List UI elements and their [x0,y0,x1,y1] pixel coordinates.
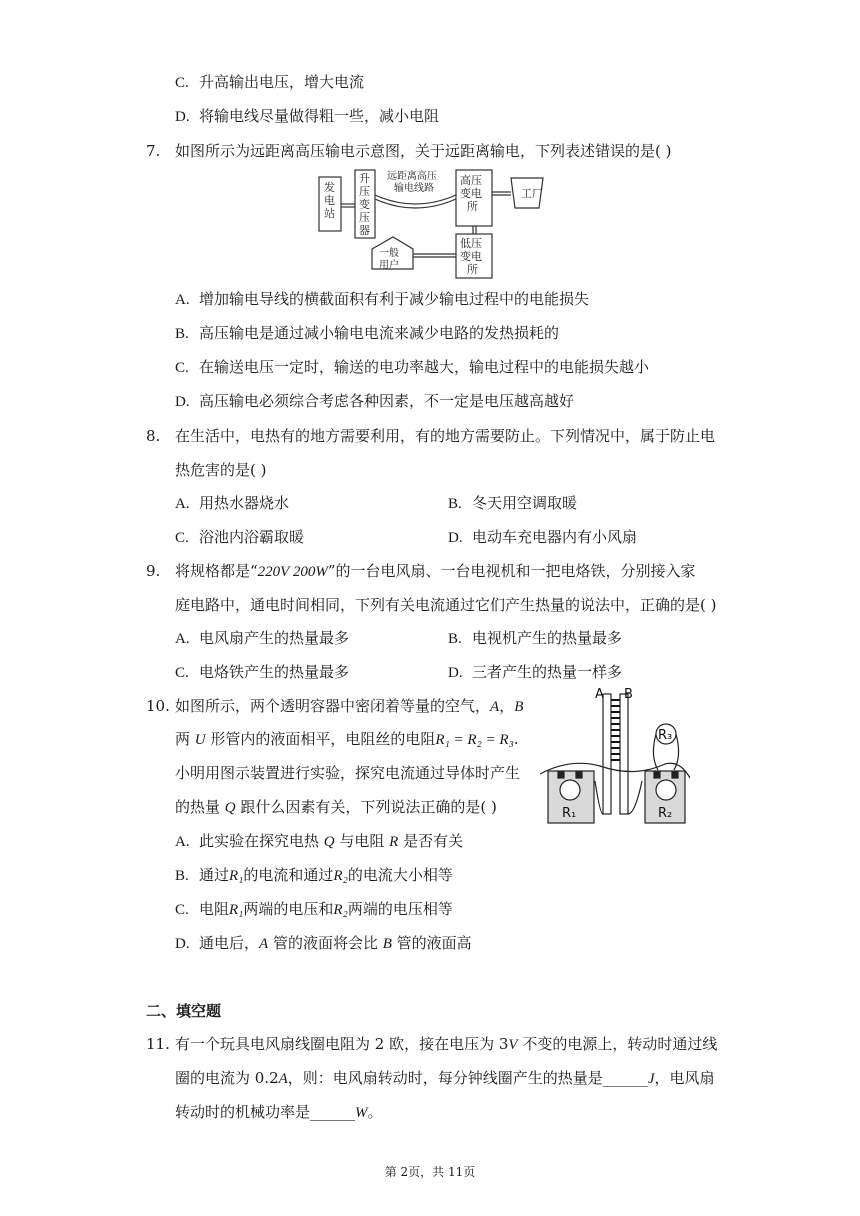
r1-label: R₁ [562,806,577,821]
q7-option-d: D. 高压输电必须综合考虑各种因素，不一定是电压越高越好 [175,392,575,410]
q10-number: 10. [146,697,170,715]
hv-substation-label: 高压变电所 [460,174,482,213]
q8-option-a: A. 用热水器烧水 [175,494,290,512]
q10-option-b: B. 通过R₁的电流和通过R₂的电流大小相等 [175,866,453,884]
q10-option-c: C. 电阻R₁两端的电压和R₂两端的电压相等 [175,900,453,918]
q10-stem-line4: 的热量 Q 跟什么因素有关，下列说法正确的是( ) [175,798,497,816]
step-up-label: 升压变压器 [359,172,370,237]
q7-number: 7. [146,142,161,160]
q8-stem-line2: 热危害的是( ) [175,461,267,479]
q8-option-b: B. 冬天用空调取暖 [448,494,578,512]
q8-option-d: D. 电动车充电器内有小风扇 [448,528,638,546]
q10-option-a: A. 此实验在探究电热 Q 与电阻 R 是否有关 [175,832,464,850]
r2-label: R₂ [658,806,673,821]
q9-stem-line1: 将规格都是“220V 200W”的一台电风扇、一台电视机和一把电烙铁，分别接入家 [175,562,696,580]
q9-option-b: B. 电视机产生的热量最多 [448,629,623,647]
page-footer: 第 2页，共 11页 [384,1165,476,1179]
r3-label: R₃ [658,728,673,743]
household-label: 一般用户 [379,248,399,271]
q11-stem-line3: 转动时的机械功率是______W。 [175,1103,383,1121]
q10-option-d: D. 通电后，A 管的液面将会比 B 管的液面高 [175,934,472,952]
r1-coil [560,780,580,800]
q10-stem-line2: 两 U 形管内的液面相平，电阻丝的电阻R₁ = R₂ = R₃. [175,730,519,748]
q8-stem-line1: 在生活中，电热有的地方需要利用，有的地方需要防止。下列情况中，属于防止电 [175,427,716,445]
q8-option-c: C. 浴池内浴霸取暖 [175,528,305,546]
section-title-fill-in: 二、填空题 [146,1002,222,1020]
power-station-label: 发电站 [324,181,335,220]
q10-stem-line3: 小明用图示装置进行实验，探究电流通过导体时产生 [175,764,521,782]
r2-coil [656,780,676,800]
q7-option-a: A. 增加输电导线的横截面积有利于减少输电过程中的电能损失 [175,290,590,308]
lv-substation-label: 低压变电所 [460,237,482,276]
q9-stem-line2: 庭电路中，通电时间相同，下列有关电流通过它们产生热量的说法中，正确的是( ) [175,596,717,614]
q9-option-c: C. 电烙铁产生的热量最多 [175,663,350,681]
q6-option-d: D. 将输电线尽量做得粗一些，减小电阻 [175,107,440,125]
q7-option-b: B. 高压输电是通过减小输电电流来减少电路的发热损耗的 [175,324,560,342]
q6-option-c: C. 升高输出电压，增大电流 [175,73,365,91]
tube-b-label: B [624,687,633,702]
q10-stem-line1: 如图所示，两个透明容器中密闭着等量的空气，A，B [175,697,524,715]
q11-stem-line1: 有一个玩具电风扇线圈电阻为 2 欧，接在电压为 3V 不变的电源上，转动时通过线 [175,1035,718,1053]
q11-stem-line2: 圈的电流为 0.2A，则：电风扇转动时，每分钟线圈产生的热量是______J，电风扇 [175,1069,715,1087]
q11-number: 11. [146,1035,170,1053]
power-transmission-diagram [315,165,550,282]
q9-option-d: D. 三者产生的热量一样多 [448,663,623,681]
line-label-2: 输电线路 [394,183,434,194]
joule-heating-apparatus-diagram [540,686,690,826]
q7-stem: 如图所示为远距离高压输电示意图，关于远距离输电，下列表述错误的是( ) [175,142,672,160]
factory-label: 工厂 [521,187,543,200]
q9-number: 9. [146,562,161,580]
line-label-1: 远距离高压 [387,171,437,182]
q8-number: 8. [146,427,161,445]
tube-a-label: A [595,687,604,702]
q7-option-c: C. 在输送电压一定时，输送的电功率越大，输电过程中的电能损失越小 [175,358,650,376]
q9-option-a: A. 电风扇产生的热量最多 [175,629,350,647]
